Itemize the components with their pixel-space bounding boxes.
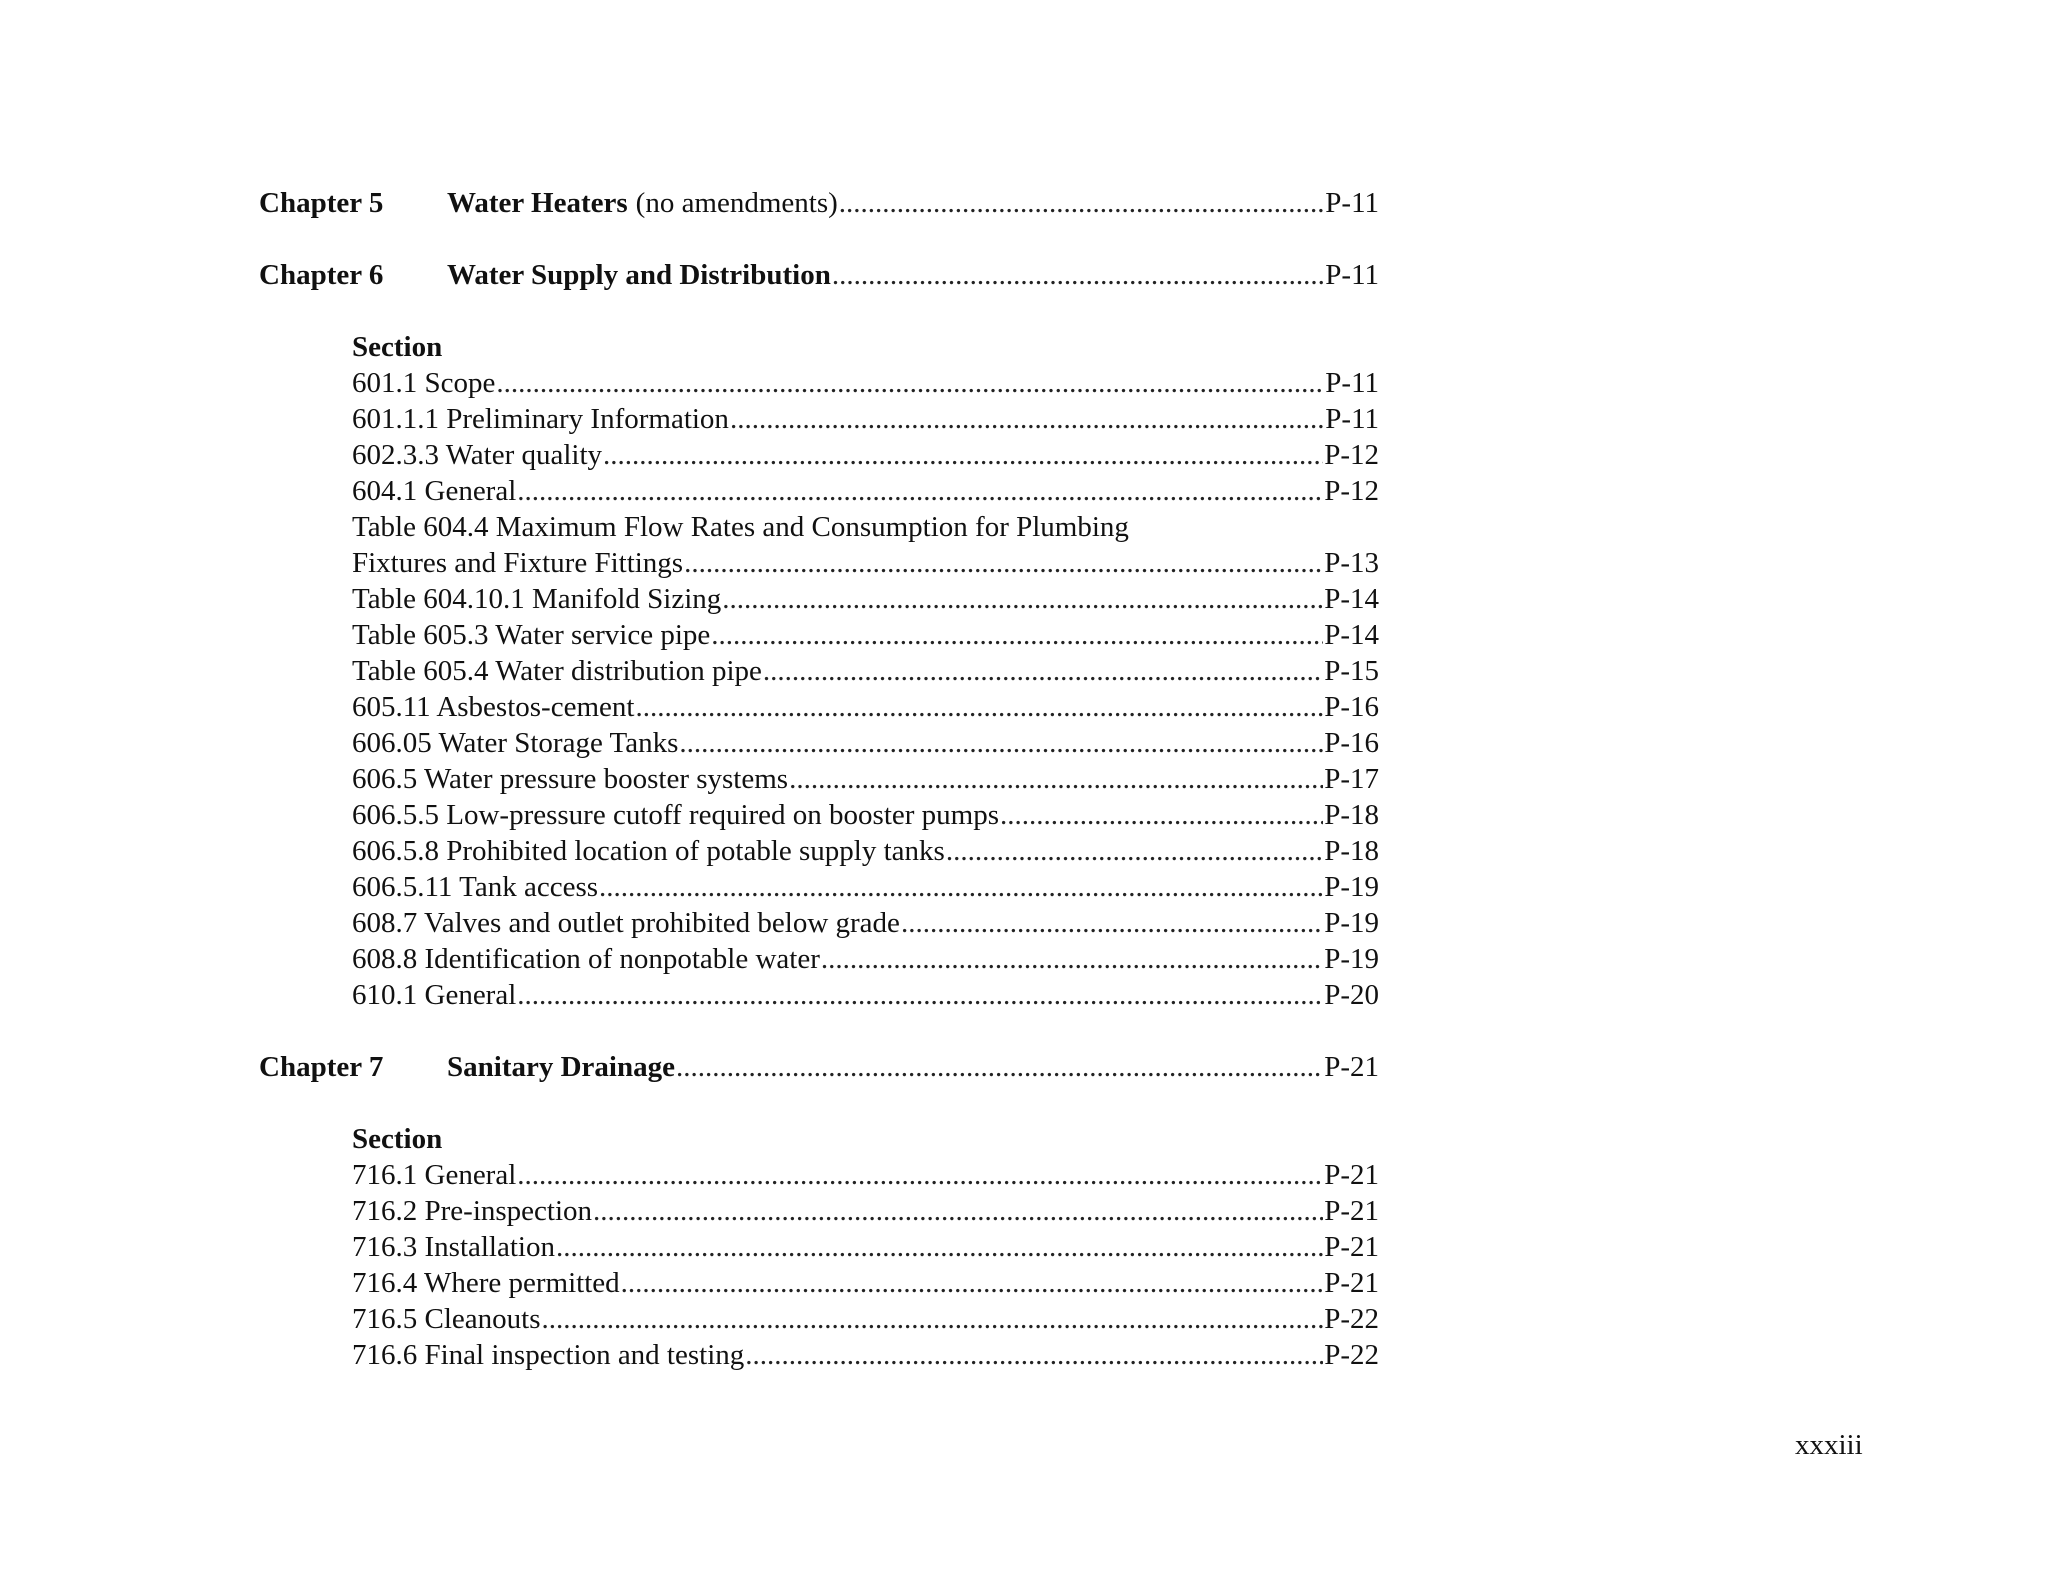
toc-entry [352, 402, 1379, 436]
toc-entry [352, 762, 1379, 796]
dot-leader [599, 870, 1323, 904]
dot-leader [517, 978, 1323, 1012]
page-reference: P-22 [1324, 1339, 1379, 1371]
chapter-title: Water Supply and Distribution [447, 259, 831, 291]
entry-label: 716.1 General [352, 1159, 517, 1191]
entry-label: 716.2 Pre-inspection [352, 1195, 593, 1227]
dot-leader [901, 906, 1323, 940]
entry-label: 606.5.5 Low-pressure cutoff required on booster pumps [352, 799, 999, 831]
page-reference: P-17 [1324, 763, 1379, 795]
entry-label: 716.6 Final inspection and testing [352, 1339, 745, 1371]
toc-entry [352, 366, 1379, 400]
dot-leader [711, 618, 1323, 652]
page-reference: P-14 [1324, 619, 1379, 651]
entry-label: 716.3 Installation [352, 1231, 555, 1263]
chapter-number: Chapter 7 [259, 1051, 384, 1083]
dot-leader [789, 762, 1323, 796]
toc-entry [352, 870, 1379, 904]
dot-leader [821, 942, 1323, 976]
page-reference: P-18 [1324, 835, 1379, 867]
dot-leader [635, 690, 1323, 724]
toc-entry [352, 690, 1379, 724]
dot-leader [946, 834, 1323, 868]
page-reference: P-20 [1324, 979, 1379, 1011]
page-reference: P-11 [1325, 259, 1379, 291]
toc-entry [352, 582, 1379, 616]
toc-entry [352, 1338, 1379, 1372]
page-reference: P-11 [1325, 403, 1379, 435]
entry-label: 606.5.8 Prohibited location of potable supply tanks [352, 835, 945, 867]
page-reference: P-15 [1324, 655, 1379, 687]
dot-leader [496, 366, 1324, 400]
entry-label: 606.5 Water pressure booster systems [352, 763, 789, 795]
toc-entry [352, 618, 1379, 652]
page-reference: P-21 [1324, 1159, 1379, 1191]
dot-leader [517, 474, 1323, 508]
toc-entry-wrapped-line: Table 604.4 Maximum Flow Rates and Consumption for Plumbing [352, 511, 1129, 543]
page-reference: P-16 [1324, 727, 1379, 759]
entry-label: 606.05 Water Storage Tanks [352, 727, 679, 759]
chapter-title: Water Heaters [447, 187, 628, 219]
dot-leader [621, 1266, 1324, 1300]
toc-entry [352, 906, 1379, 940]
entry-label: 606.5.11 Tank access [352, 871, 599, 903]
entry-label: Table 604.10.1 Manifold Sizing [352, 583, 722, 615]
page-reference: P-22 [1324, 1303, 1379, 1335]
chapter-note: (no amendments) [635, 187, 838, 219]
entry-label: 608.8 Identification of nonpotable water [352, 943, 820, 975]
chapter-number: Chapter 6 [259, 259, 384, 291]
page-reference: P-19 [1324, 907, 1379, 939]
section-heading: Section [352, 331, 443, 363]
toc-entry [352, 1158, 1379, 1192]
page-reference: P-19 [1324, 943, 1379, 975]
toc-entry [352, 654, 1379, 688]
page-reference: P-19 [1324, 871, 1379, 903]
page-reference: P-12 [1324, 439, 1379, 471]
entry-label: Table 605.3 Water service pipe [352, 619, 711, 651]
dot-leader [839, 186, 1324, 220]
section-heading: Section [352, 1123, 443, 1155]
dot-leader [684, 546, 1323, 580]
toc-entry [352, 798, 1379, 832]
entry-label: 601.1.1 Preliminary Information [352, 403, 729, 435]
toc-entry [352, 942, 1379, 976]
page-reference: P-16 [1324, 691, 1379, 723]
dot-leader [593, 1194, 1323, 1228]
chapter-number: Chapter 5 [259, 187, 384, 219]
page-reference: P-21 [1324, 1195, 1379, 1227]
dot-leader [722, 582, 1323, 616]
dot-leader [556, 1230, 1323, 1264]
page-reference: P-11 [1325, 367, 1379, 399]
dot-leader [832, 258, 1324, 292]
toc-chapter-6 [259, 258, 1379, 292]
entry-label: Table 605.4 Water distribution pipe [352, 655, 762, 687]
dot-leader [763, 654, 1323, 688]
page-folio: xxxiii [1795, 1429, 1863, 1461]
dot-leader [517, 1158, 1323, 1192]
page-reference: P-13 [1324, 547, 1379, 579]
page-reference: P-12 [1324, 475, 1379, 507]
dot-leader [1000, 798, 1323, 832]
toc-entry [352, 726, 1379, 760]
toc-entry [352, 1302, 1379, 1336]
toc-chapter-7 [259, 1050, 1379, 1084]
toc-chapter-5 [259, 186, 1379, 220]
page-reference: P-11 [1325, 187, 1379, 219]
dot-leader [603, 438, 1323, 472]
entry-label: 601.1 Scope [352, 367, 496, 399]
chapter-title: Sanitary Drainage [447, 1051, 675, 1083]
page-reference: P-21 [1324, 1267, 1379, 1299]
entry-label: 608.7 Valves and outlet prohibited below grade [352, 907, 900, 939]
toc-entry [352, 978, 1379, 1012]
dot-leader [542, 1302, 1324, 1336]
dot-leader [676, 1050, 1323, 1084]
toc-entry [352, 1230, 1379, 1264]
page-reference: P-21 [1324, 1231, 1379, 1263]
dot-leader [730, 402, 1324, 436]
entry-label: 716.4 Where permitted [352, 1267, 620, 1299]
entry-label: 605.11 Asbestos-cement [352, 691, 635, 723]
dot-leader [745, 1338, 1323, 1372]
page-reference: P-18 [1324, 799, 1379, 831]
page-reference: P-14 [1324, 583, 1379, 615]
toc-entry [352, 474, 1379, 508]
entry-label: 602.3.3 Water quality [352, 439, 603, 471]
toc-entry [352, 1194, 1379, 1228]
entry-label: 610.1 General [352, 979, 517, 1011]
toc-entry [352, 1266, 1379, 1300]
toc-entry [352, 438, 1379, 472]
toc-entry [352, 834, 1379, 868]
page-reference: P-21 [1324, 1051, 1379, 1083]
entry-label: 604.1 General [352, 475, 517, 507]
entry-label: 716.5 Cleanouts [352, 1303, 541, 1335]
toc-entry [352, 546, 1379, 580]
entry-label: Fixtures and Fixture Fittings [352, 547, 684, 579]
dot-leader [679, 726, 1323, 760]
